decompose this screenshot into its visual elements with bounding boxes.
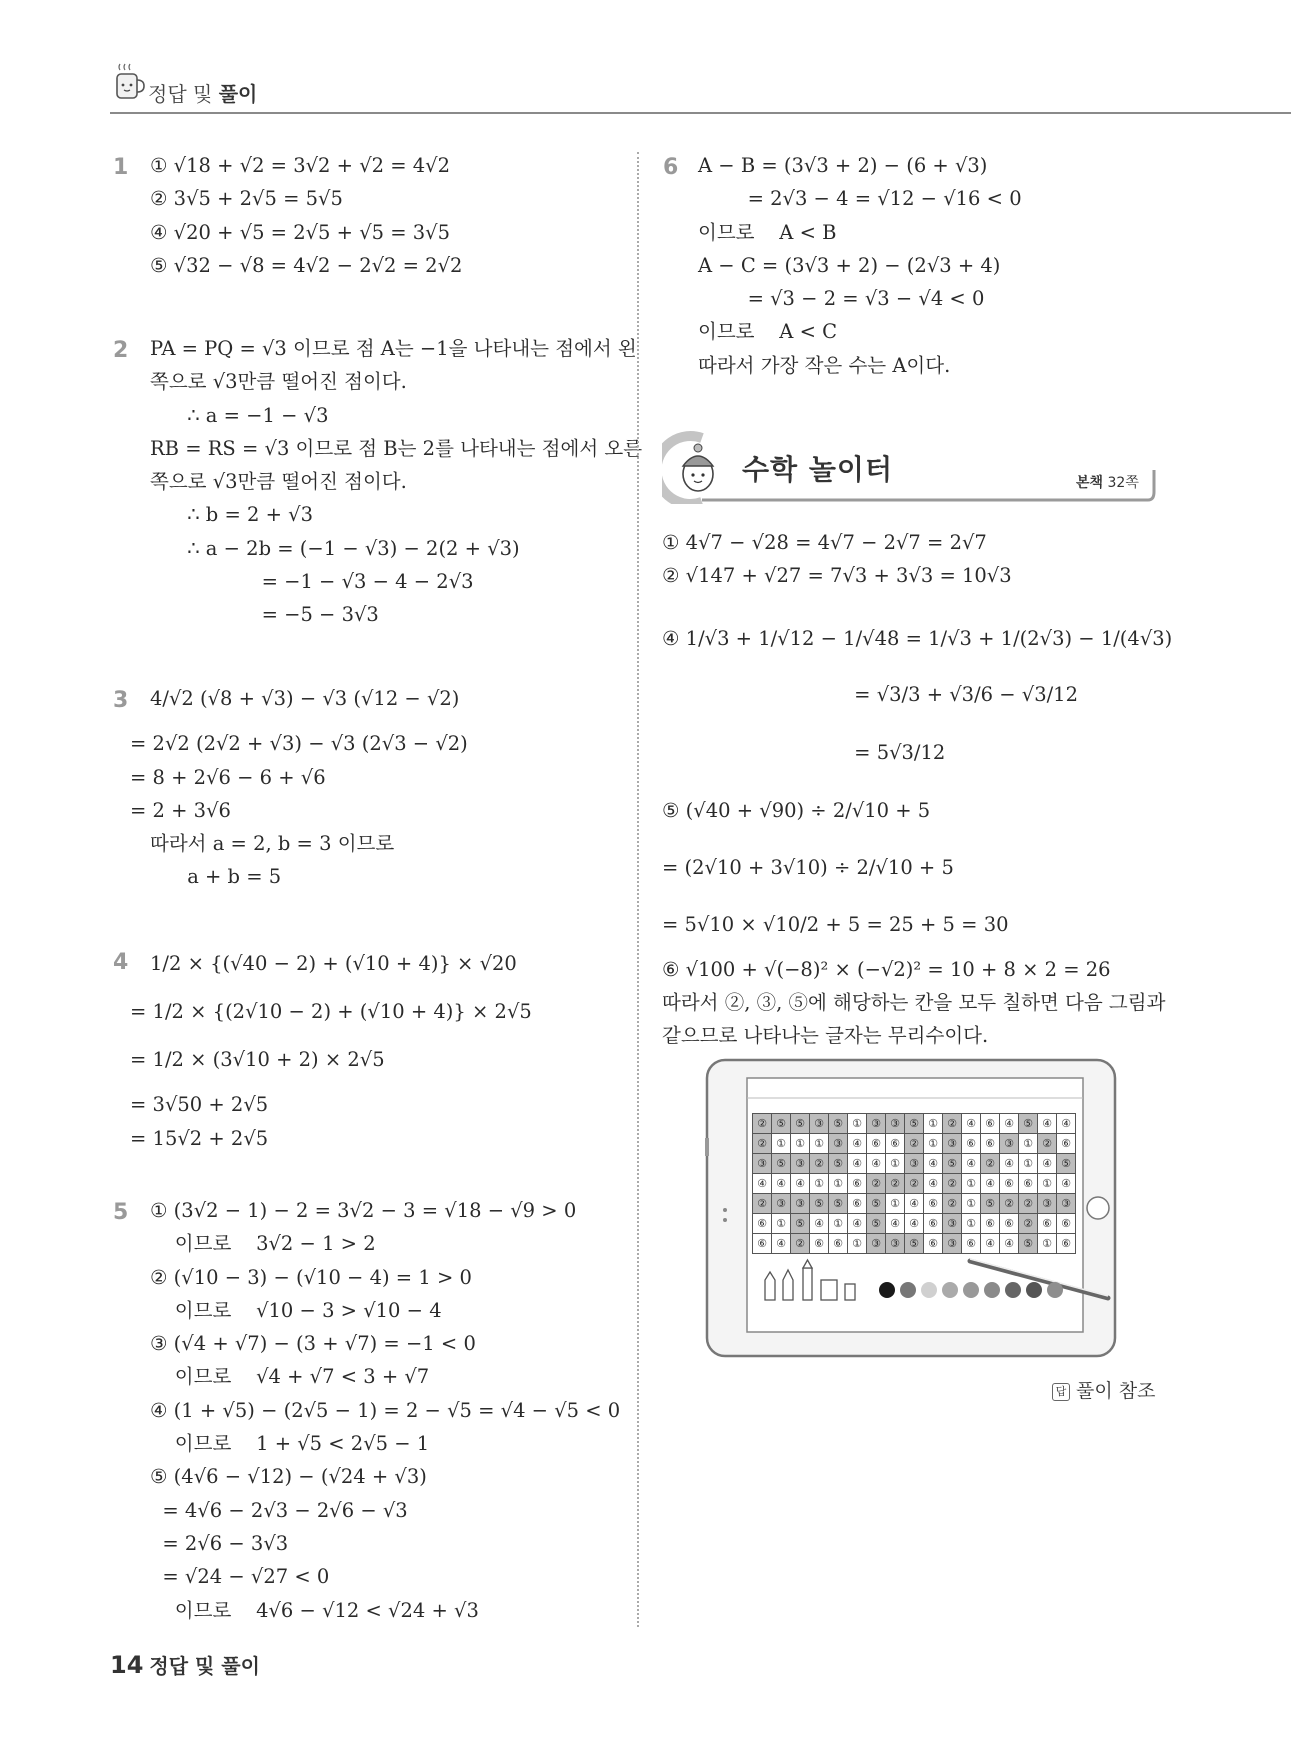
grid-cell: ⑥ bbox=[867, 1134, 886, 1154]
grid-cell: ⑥ bbox=[1038, 1214, 1057, 1234]
solution-line: RB = RS = √3 이므로 점 B는 2를 나타내는 점에서 오른 bbox=[150, 436, 643, 460]
solution-line: ③ (√4 + √7) − (3 + √7) = −1 < 0 bbox=[150, 1332, 476, 1356]
grid-cell: ③ bbox=[943, 1214, 962, 1234]
grid-cell: ④ bbox=[772, 1234, 791, 1254]
solution-line: = 2√6 − 3√3 bbox=[150, 1531, 289, 1555]
coloring-grid bbox=[752, 1113, 1076, 1254]
problem-number: 4 bbox=[113, 950, 129, 975]
grid-cell: ④ bbox=[1000, 1234, 1019, 1254]
mascot-cup-icon bbox=[112, 62, 146, 106]
grid-cell: ① bbox=[1019, 1134, 1038, 1154]
grid-cell: ③ bbox=[1000, 1134, 1019, 1154]
grid-cell: ④ bbox=[848, 1134, 867, 1154]
grid-cell: ③ bbox=[886, 1114, 905, 1134]
solution-line: = −5 − 3√3 bbox=[150, 603, 379, 627]
problem-5-solution bbox=[150, 1194, 620, 1627]
grid-cell: ⑤ bbox=[810, 1194, 829, 1214]
problem-number: 6 bbox=[663, 155, 679, 180]
grid-cell: ③ bbox=[943, 1234, 962, 1254]
grid-cell: ① bbox=[886, 1154, 905, 1174]
grid-cell: ① bbox=[829, 1174, 848, 1194]
solution-line: 이므로 A < B bbox=[698, 220, 837, 244]
grid-cell: ① bbox=[829, 1214, 848, 1234]
solution-line: 따라서 ②, ③, ⑤에 해당하는 칸을 모두 칠하면 다음 그림과 bbox=[662, 990, 1166, 1014]
solution-line: = √3/3 + √3/6 − √3/12 bbox=[662, 682, 1078, 706]
solution-line: = 2 + 3√6 bbox=[130, 798, 231, 822]
problem-2-solution bbox=[150, 332, 642, 632]
play-solution bbox=[662, 526, 1172, 1052]
solution-line: = 5√3/12 bbox=[662, 740, 946, 764]
grid-cell: ④ bbox=[962, 1154, 981, 1174]
grid-cell: ④ bbox=[981, 1234, 1000, 1254]
problem-number: 1 bbox=[113, 155, 129, 180]
grid-cell: ⑤ bbox=[1057, 1154, 1076, 1174]
grid-cell: ④ bbox=[848, 1214, 867, 1234]
grid-cell: ⑥ bbox=[848, 1174, 867, 1194]
grid-cell: ⑥ bbox=[962, 1234, 981, 1254]
grid-cell: ④ bbox=[791, 1174, 810, 1194]
solution-line: 따라서 가장 작은 수는 A이다. bbox=[698, 353, 951, 377]
grid-cell: ⑤ bbox=[981, 1194, 1000, 1214]
solution-line: ② √147 + √27 = 7√3 + 3√3 = 10√3 bbox=[662, 564, 1012, 588]
grid-cell: ③ bbox=[867, 1234, 886, 1254]
solution-line: 쪽으로 √3만큼 떨어진 점이다. bbox=[150, 370, 407, 394]
palette-color-dot bbox=[879, 1282, 895, 1298]
solution-line: ∴ b = 2 + √3 bbox=[150, 503, 313, 527]
solution-line: 이므로 √4 + √7 < 3 + √7 bbox=[150, 1365, 430, 1389]
grid-cell: ⑥ bbox=[1000, 1174, 1019, 1194]
solution-line: 이므로 3√2 − 1 > 2 bbox=[150, 1232, 376, 1256]
solution-line: ④ (1 + √5) − (2√5 − 1) = 2 − √5 = √4 − √5 < 0 bbox=[150, 1398, 621, 1422]
grid-cell: ① bbox=[962, 1174, 981, 1194]
play-book-reference bbox=[1076, 472, 1139, 492]
solution-line: ∴ a = −1 − √3 bbox=[150, 403, 329, 427]
grid-cell: ④ bbox=[1000, 1154, 1019, 1174]
grid-cell: ⑥ bbox=[981, 1134, 1000, 1154]
footer-text: 정답 및 풀이 bbox=[149, 1654, 260, 1678]
grid-cell: ⑥ bbox=[1019, 1174, 1038, 1194]
grid-cell: ⑥ bbox=[981, 1214, 1000, 1234]
mascot-icon bbox=[683, 444, 713, 491]
grid-cell: ① bbox=[772, 1134, 791, 1154]
grid-cell: ⑤ bbox=[867, 1214, 886, 1234]
grid-cell: ③ bbox=[791, 1194, 810, 1214]
problem-3-solution bbox=[130, 682, 468, 894]
grid-cell: ④ bbox=[962, 1114, 981, 1134]
grid-cell: ⑤ bbox=[772, 1154, 791, 1174]
header-title-bold: 풀이 bbox=[218, 82, 258, 106]
grid-cell: ⑥ bbox=[924, 1234, 943, 1254]
solution-line: 4/√2 (√8 + √3) − √3 (√12 − √2) bbox=[150, 687, 460, 710]
answer-chip: 답 bbox=[1052, 1383, 1070, 1401]
grid-row bbox=[753, 1154, 1076, 1174]
grid-cell: ① bbox=[848, 1114, 867, 1134]
grid-cell: ⑤ bbox=[791, 1114, 810, 1134]
home-button-icon bbox=[1087, 1197, 1109, 1219]
grid-cell: ④ bbox=[1057, 1174, 1076, 1194]
grid-cell: ① bbox=[810, 1174, 829, 1194]
grid-cell: ② bbox=[1038, 1134, 1057, 1154]
solution-line: A − C = (3√3 + 2) − (2√3 + 4) bbox=[698, 253, 1001, 277]
solution-line: ① (3√2 − 1) − 2 = 3√2 − 3 = √18 − √9 > 0 bbox=[150, 1199, 577, 1222]
grid-cell: ④ bbox=[753, 1174, 772, 1194]
answer-note bbox=[1052, 1376, 1155, 1403]
answer-note-text: 풀이 참조 bbox=[1076, 1380, 1156, 1402]
page-number: 14 bbox=[110, 1651, 144, 1679]
grid-cell: ④ bbox=[924, 1174, 943, 1194]
page-footer bbox=[110, 1650, 260, 1679]
grid-row bbox=[753, 1134, 1076, 1154]
grid-cell: ③ bbox=[886, 1234, 905, 1254]
grid-cell: ⑥ bbox=[753, 1214, 772, 1234]
grid-cell: ③ bbox=[867, 1114, 886, 1134]
palette-color-dot bbox=[1026, 1282, 1042, 1298]
solution-line: = 2√3 − 4 = √12 − √16 < 0 bbox=[698, 187, 1022, 211]
solution-line: 따라서 a = 2, b = 3 이므로 bbox=[150, 832, 395, 856]
palette-color-dot bbox=[963, 1282, 979, 1298]
grid-cell: ④ bbox=[1038, 1114, 1057, 1134]
grid-cell: ② bbox=[1019, 1214, 1038, 1234]
problem-number: 3 bbox=[113, 688, 129, 713]
header-title bbox=[148, 78, 257, 107]
solution-line: ⑤ (4√6 − √12) − (√24 + √3) bbox=[150, 1465, 427, 1489]
problem-number: 5 bbox=[113, 1200, 129, 1225]
grid-cell: ③ bbox=[791, 1154, 810, 1174]
grid-cell: ④ bbox=[981, 1174, 1000, 1194]
grid-cell: ③ bbox=[772, 1194, 791, 1214]
grid-cell: ⑤ bbox=[867, 1194, 886, 1214]
grid-cell: ④ bbox=[886, 1214, 905, 1234]
grid-cell: ⑥ bbox=[1057, 1214, 1076, 1234]
solution-line: 이므로 1 + √5 < 2√5 − 1 bbox=[150, 1432, 430, 1456]
solution-line: = 15√2 + 2√5 bbox=[130, 1127, 269, 1150]
grid-cell: ② bbox=[867, 1174, 886, 1194]
solution-line: = 8 + 2√6 − 6 + √6 bbox=[130, 765, 326, 789]
grid-cell: ③ bbox=[753, 1154, 772, 1174]
grid-cell: ④ bbox=[772, 1174, 791, 1194]
grid-cell: ⑥ bbox=[962, 1134, 981, 1154]
solution-line: 이므로 √10 − 3 > √10 − 4 bbox=[150, 1298, 442, 1322]
solution-line: = 2√2 (2√2 + √3) − √3 (2√3 − √2) bbox=[130, 732, 468, 756]
solution-line: 쪽으로 √3만큼 떨어진 점이다. bbox=[150, 470, 407, 494]
grid-cell: ② bbox=[905, 1134, 924, 1154]
grid-cell: ② bbox=[905, 1174, 924, 1194]
grid-cell: ② bbox=[753, 1194, 772, 1214]
grid-cell: ④ bbox=[905, 1214, 924, 1234]
grid-cell: ⑥ bbox=[924, 1214, 943, 1234]
solution-line: = −1 − √3 − 4 − 2√3 bbox=[150, 570, 474, 594]
solution-line: ⑥ √100 + √(−8)² × (−√2)² = 10 + 8 × 2 = 26 bbox=[662, 957, 1111, 981]
problem-number: 2 bbox=[113, 338, 129, 363]
solution-line: = (2√10 + 3√10) ÷ 2/√10 + 5 bbox=[662, 855, 954, 879]
grid-cell: ① bbox=[1019, 1154, 1038, 1174]
solution-line: = 1/2 × {(2√10 − 2) + (√10 + 4)} × 2√5 bbox=[130, 1000, 532, 1023]
grid-cell: ④ bbox=[924, 1154, 943, 1174]
header-title-prefix: 정답 및 bbox=[148, 82, 219, 106]
grid-row bbox=[753, 1194, 1076, 1214]
solution-line: ② (√10 − 3) − (√10 − 4) = 1 > 0 bbox=[150, 1265, 472, 1289]
grid-cell: ⑤ bbox=[1019, 1114, 1038, 1134]
grid-cell: ⑥ bbox=[886, 1134, 905, 1154]
grid-cell: ⑥ bbox=[981, 1114, 1000, 1134]
grid-cell: ② bbox=[753, 1134, 772, 1154]
play-ref-page: 32쪽 bbox=[1103, 475, 1139, 491]
grid-cell: ① bbox=[848, 1234, 867, 1254]
grid-cell: ④ bbox=[867, 1154, 886, 1174]
grid-cell: ① bbox=[924, 1134, 943, 1154]
grid-cell: ① bbox=[886, 1194, 905, 1214]
solution-line: ② 3√5 + 2√5 = 5√5 bbox=[150, 187, 343, 211]
camera-icon bbox=[723, 1208, 727, 1212]
solution-line: ⑤ √32 − √8 = 4√2 − 2√2 = 2√2 bbox=[150, 253, 463, 277]
palette-color-dot bbox=[942, 1282, 958, 1298]
grid-cell: ⑥ bbox=[810, 1234, 829, 1254]
palette-color-dot bbox=[921, 1282, 937, 1298]
grid-cell: ⑤ bbox=[791, 1214, 810, 1234]
problem-6-solution bbox=[698, 149, 1022, 382]
grid-cell: ⑤ bbox=[905, 1234, 924, 1254]
solution-line: = √3 − 2 = √3 − √4 < 0 bbox=[698, 287, 985, 311]
grid-cell: ② bbox=[943, 1114, 962, 1134]
grid-cell: ② bbox=[753, 1114, 772, 1134]
grid-cell: ② bbox=[886, 1174, 905, 1194]
palette-color-dot bbox=[984, 1282, 1000, 1298]
play-ref-label: 본책 bbox=[1076, 475, 1104, 491]
grid-cell: ④ bbox=[1000, 1114, 1019, 1134]
problem-4-solution bbox=[130, 944, 532, 1156]
grid-row bbox=[753, 1114, 1076, 1134]
solution-line: = √24 − √27 < 0 bbox=[150, 1565, 330, 1589]
grid-cell: ① bbox=[1038, 1174, 1057, 1194]
solution-line: ⑤ (√40 + √90) ÷ 2/√10 + 5 bbox=[662, 798, 931, 822]
grid-cell: ① bbox=[962, 1194, 981, 1214]
grid-cell: ⑤ bbox=[905, 1114, 924, 1134]
grid-cell: ② bbox=[981, 1154, 1000, 1174]
grid-cell: ⑥ bbox=[924, 1194, 943, 1214]
grid-cell: ② bbox=[943, 1174, 962, 1194]
play-section-banner bbox=[662, 430, 1156, 504]
solution-line: ∴ a − 2b = (−1 − √3) − 2(2 + √3) bbox=[150, 536, 520, 560]
grid-row bbox=[753, 1214, 1076, 1234]
grid-cell: ⑥ bbox=[1000, 1214, 1019, 1234]
palette-color-dot bbox=[1005, 1282, 1021, 1298]
solution-line: ④ √20 + √5 = 2√5 + √5 = 3√5 bbox=[150, 220, 451, 244]
grid-cell: ① bbox=[924, 1114, 943, 1134]
grid-cell: ② bbox=[943, 1194, 962, 1214]
grid-cell: ① bbox=[810, 1134, 829, 1154]
grid-cell: ③ bbox=[1038, 1194, 1057, 1214]
grid-cell: ⑤ bbox=[829, 1194, 848, 1214]
grid-cell: ⑤ bbox=[943, 1154, 962, 1174]
grid-cell: ① bbox=[772, 1214, 791, 1234]
grid-cell: ⑥ bbox=[753, 1234, 772, 1254]
grid-cell: ① bbox=[962, 1214, 981, 1234]
grid-cell: ⑥ bbox=[829, 1234, 848, 1254]
grid-cell: ⑤ bbox=[829, 1154, 848, 1174]
play-title: 수학 놀이터 bbox=[742, 453, 893, 486]
palette-color-dot bbox=[900, 1282, 916, 1298]
color-palette bbox=[879, 1282, 1063, 1298]
column-divider bbox=[637, 152, 639, 1627]
solution-line: 이므로 4√6 − √12 < √24 + √3 bbox=[150, 1598, 479, 1622]
solution-line: PA = PQ = √3 이므로 점 A는 −1을 나타내는 점에서 왼 bbox=[150, 337, 637, 360]
header-rule bbox=[110, 112, 1291, 114]
solution-line: A − B = (3√3 + 2) − (6 + √3) bbox=[698, 154, 988, 177]
grid-cell: ⑤ bbox=[1019, 1234, 1038, 1254]
grid-row bbox=[753, 1174, 1076, 1194]
solution-line: = 3√50 + 2√5 bbox=[130, 1093, 269, 1116]
grid-cell: ④ bbox=[810, 1214, 829, 1234]
solution-line: 1/2 × {(√40 − 2) + (√10 + 4)} × √20 bbox=[150, 952, 517, 975]
solution-line: = 5√10 × √10/2 + 5 = 25 + 5 = 30 bbox=[662, 912, 1009, 936]
grid-cell: ⑥ bbox=[848, 1194, 867, 1214]
grid-cell: ③ bbox=[905, 1154, 924, 1174]
grid-cell: ④ bbox=[905, 1194, 924, 1214]
grid-cell: ④ bbox=[1057, 1114, 1076, 1134]
solution-line: 이므로 A < C bbox=[698, 320, 838, 344]
grid-cell: ③ bbox=[1057, 1194, 1076, 1214]
grid-cell: ② bbox=[791, 1234, 810, 1254]
palette-color-dot bbox=[1047, 1282, 1063, 1298]
grid-cell: ② bbox=[1019, 1194, 1038, 1214]
grid-cell: ① bbox=[791, 1134, 810, 1154]
grid-cell: ① bbox=[1038, 1234, 1057, 1254]
grid-cell: ② bbox=[810, 1154, 829, 1174]
solution-line: a + b = 5 bbox=[150, 865, 282, 889]
solution-line: = 4√6 − 2√3 − 2√6 − √3 bbox=[150, 1498, 408, 1522]
solution-line: ① 4√7 − √28 = 4√7 − 2√7 = 2√7 bbox=[662, 531, 987, 554]
grid-row bbox=[753, 1234, 1076, 1254]
problem-1-solution bbox=[150, 149, 462, 282]
grid-cell: ⑥ bbox=[1057, 1134, 1076, 1154]
grid-cell: ⑤ bbox=[772, 1114, 791, 1134]
solution-line: ① √18 + √2 = 3√2 + √2 = 4√2 bbox=[150, 154, 451, 177]
grid-cell: ④ bbox=[848, 1154, 867, 1174]
grid-cell: ④ bbox=[1038, 1154, 1057, 1174]
solution-line: ④ 1/√3 + 1/√12 − 1/√48 = 1/√3 + 1/(2√3) − 1/(4√3) bbox=[662, 626, 1173, 650]
grid-cell: ③ bbox=[943, 1134, 962, 1154]
solution-line: = 1/2 × (3√10 + 2) × 2√5 bbox=[130, 1048, 385, 1071]
grid-cell: ② bbox=[1000, 1194, 1019, 1214]
grid-cell: ③ bbox=[810, 1114, 829, 1134]
grid-cell: ⑥ bbox=[1057, 1234, 1076, 1254]
solution-line: 같으므로 나타나는 글자는 무리수이다. bbox=[662, 1024, 989, 1048]
grid-cell: ③ bbox=[829, 1134, 848, 1154]
grid-cell: ⑤ bbox=[829, 1114, 848, 1134]
